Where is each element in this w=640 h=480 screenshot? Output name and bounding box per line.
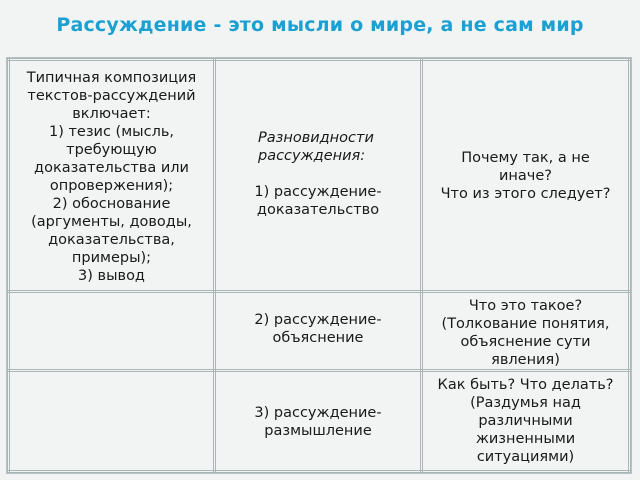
table-cell-empty (9, 371, 215, 472)
composition-line: примеры); (71, 250, 152, 266)
question-text (423, 372, 628, 466)
table-cell-composition (9, 60, 215, 292)
question-line: различными (478, 413, 573, 429)
composition-line: 2) обоснование (52, 196, 171, 212)
question-text (423, 61, 628, 203)
question-line: Что из этого следует? (440, 186, 611, 202)
composition-line: доказательства или (34, 160, 189, 176)
variety-line: размышление (264, 423, 372, 439)
variety-line: 3) рассуждение- (254, 405, 382, 421)
question-line: ситуациями) (476, 449, 575, 465)
page-title: Рассуждение - это мысли о мире, а не сам мир (56, 14, 584, 36)
table-cell-question-reflection (422, 371, 630, 472)
question-line: жизненными (475, 431, 576, 447)
table-cell-reflection (215, 371, 422, 472)
question-line: явления) (491, 352, 560, 368)
varieties-heading: рассуждения: (258, 148, 366, 164)
variety-line: 2) рассуждение- (254, 312, 382, 328)
table-cell-varieties (215, 60, 422, 292)
variety-line: доказательство (256, 202, 380, 218)
composition-line: текстов-рассуждений (27, 88, 196, 104)
question-line: Что это такое? (468, 298, 583, 314)
variety-text (216, 293, 420, 347)
variety-line: объяснение (272, 330, 364, 346)
table-cell-question-proof (422, 60, 630, 292)
question-line: Почему так, а не (461, 150, 590, 166)
variety-line: 1) рассуждение- (254, 184, 382, 200)
table-row (9, 292, 630, 371)
composition-line: Типичная композиция (26, 70, 197, 86)
composition-line: доказательства, (48, 232, 175, 248)
question-line: объяснение сути (460, 334, 591, 350)
question-line: (Толкование понятия, (441, 316, 610, 332)
question-text (423, 293, 628, 369)
question-line: (Раздумья над (470, 395, 581, 411)
composition-line: 1) тезис (мысль, (48, 124, 174, 140)
composition-line: (аргументы, доводы, (31, 214, 192, 230)
composition-line: требующую (66, 142, 157, 158)
question-line: Как быть? Что делать? (437, 377, 614, 393)
table-cell-question-explanation (422, 292, 630, 371)
table-cell-empty (9, 292, 215, 371)
composition-text (10, 61, 213, 285)
varieties-text (216, 61, 420, 219)
reasoning-table (7, 58, 631, 473)
varieties-heading: Разновидности (258, 130, 374, 146)
table-row (9, 371, 630, 472)
variety-text (216, 372, 420, 440)
table-row (9, 60, 630, 292)
question-line: иначе? (499, 168, 552, 184)
table-cell-explanation (215, 292, 422, 371)
composition-line: включает: (72, 106, 151, 122)
composition-line: 3) вывод (78, 268, 145, 284)
composition-line: опровержения); (49, 178, 174, 194)
